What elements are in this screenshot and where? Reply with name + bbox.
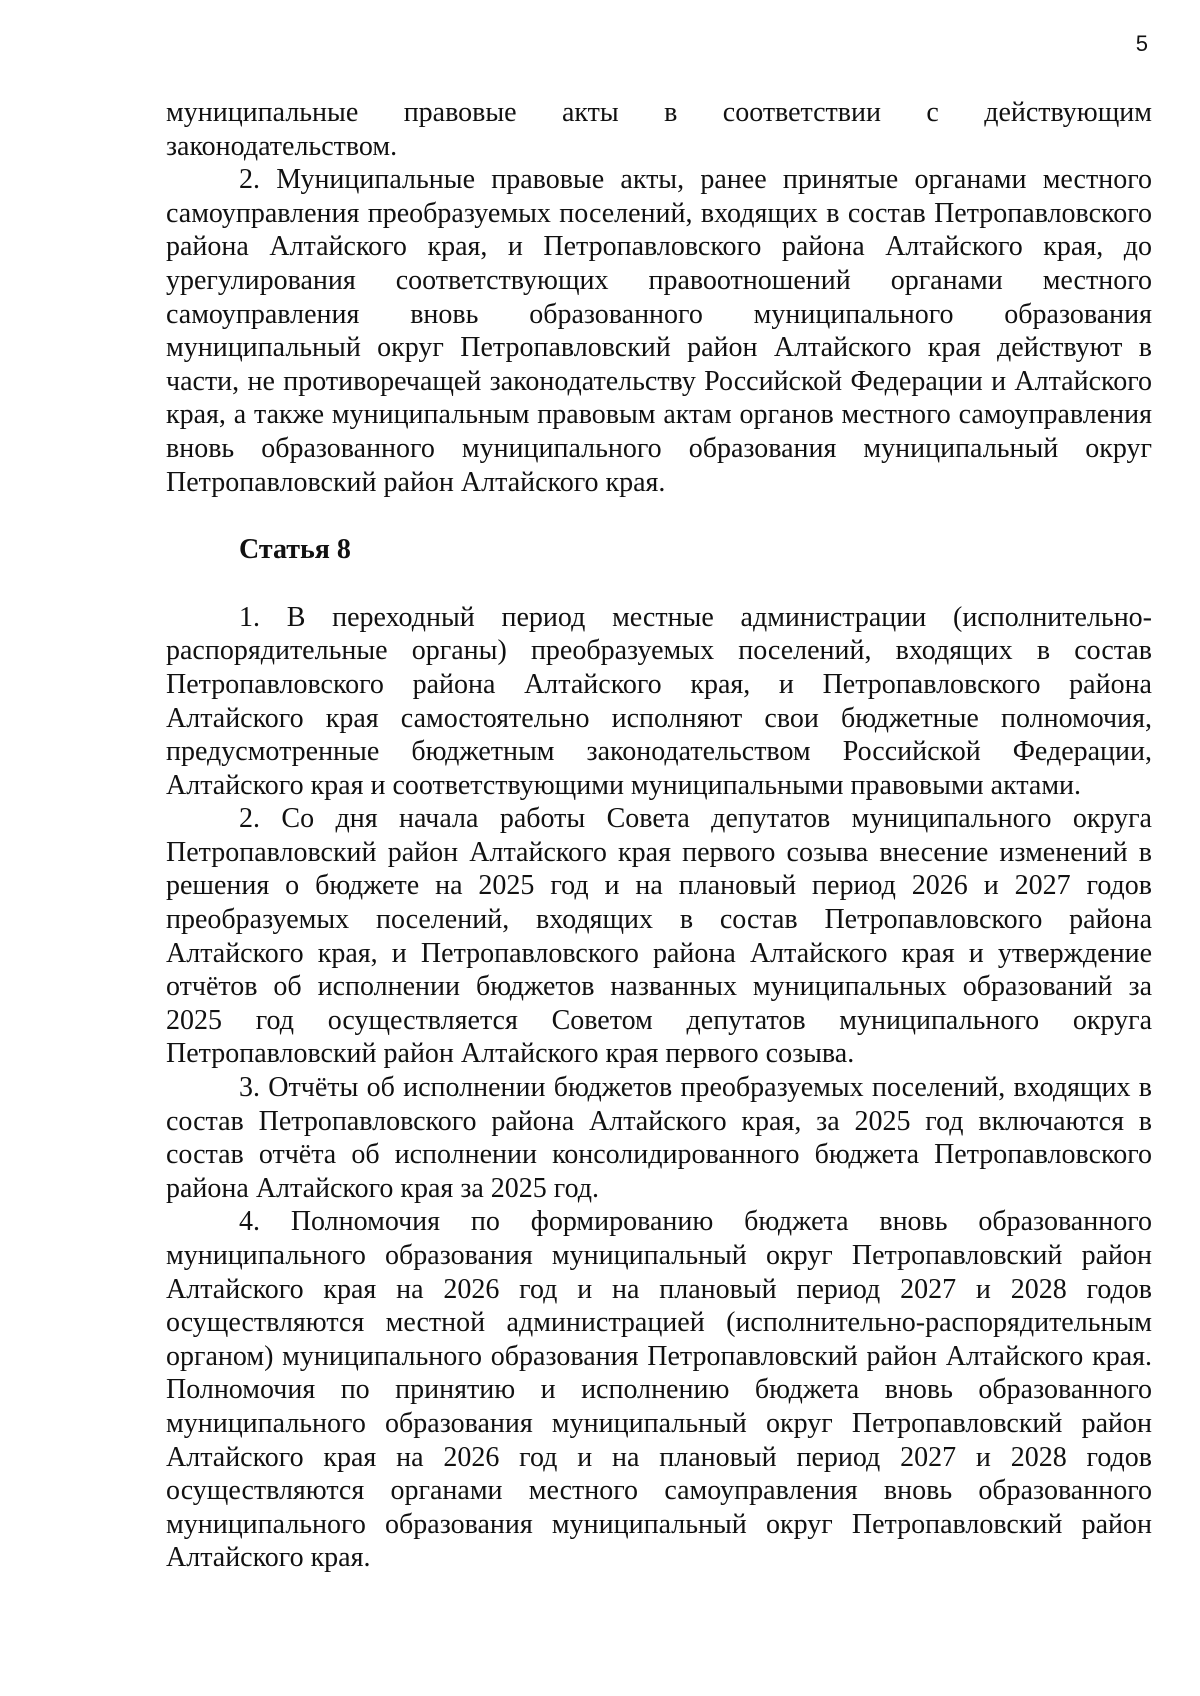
paragraph-item-2-article-7: 2. Муниципальные правовые акты, ранее принятые органами местного самоуправления преобразуемых поселений, входящих в состав Петропавловского района Алтайского края, и Петропавловского района Алтайского края, до урегулирования соответствующих правоотношений органами местного самоуправления вновь образованного муниципального образования муниципальный округ Петропавловский район Алтайского края действуют в части, не противоречащей законодательству Российской Федерации и Алтайского края, а также муниципальным правовым актам органов местного самоуправления вновь образованного муниципального образования муниципальный округ Петропавловский район Алтайского края. bbox=[166, 164, 1152, 498]
article-heading: Статья 8 bbox=[239, 534, 351, 566]
paragraph-item-3: 3. Отчёты об исполнении бюджетов преобразуемых поселений, входящих в состав Петропавловского района Алтайского края, за 2025 год включаются в состав отчёта об исполнении консолидированного бюджета Петропавловского района Алтайского края за 2025 год. bbox=[166, 1072, 1152, 1204]
paragraph-item-1: 1. В переходный период местные администрации (исполнительно-распорядительные органы) преобразуемых поселений, входящих в состав Петропавловского района Алтайского края, и Петропавловского района Алтайского края самостоятельно исполняют свои бюджетные полномочия, предусмотренные бюджетным законодательством Российской Федерации, Алтайского края и соответствующими муниципальными правовыми актами. bbox=[166, 601, 1152, 801]
paragraph-continuation: муниципальные правовые акты в соответствии с действующим законодательством. bbox=[166, 97, 1152, 162]
document-body bbox=[166, 96, 1152, 1575]
paragraph-item-2: 2. Со дня начала работы Совета депутатов муниципального округа Петропавловский район Алтайского края первого созыва внесение изменений в решения о бюджете на 2025 год и на плановый период 2026 и 2027 годов преобразуемых поселений, входящих в состав Петропавловского района Алтайского края, и Петропавловского района Алтайского края и утверждение отчётов об исполнении бюджетов названных муниципальных образований за 2025 год осуществляется Советом депутатов муниципального округа Петропавловский район Алтайского края первого созыва. bbox=[166, 803, 1152, 1070]
paragraph-item-4: 4. Полномочия по формированию бюджета вновь образованного муниципального образования муниципальный округ Петропавловский район Алтайского края на 2026 год и на плановый период 2027 и 2028 годов осуществляются местной администрацией (исполнительно-распорядительным органом) муниципального образования Петропавловский район Алтайского края. Полномочия по принятию и исполнению бюджета вновь образованного муниципального образования муниципальный округ Петропавловский район Алтайского края на 2026 год и на плановый период 2027 и 2028 годов осуществляются органами местного самоуправления вновь образованного муниципального образования муниципальный округ Петропавловский район Алтайского края. bbox=[166, 1206, 1152, 1574]
page-number: 5 bbox=[1135, 31, 1148, 56]
